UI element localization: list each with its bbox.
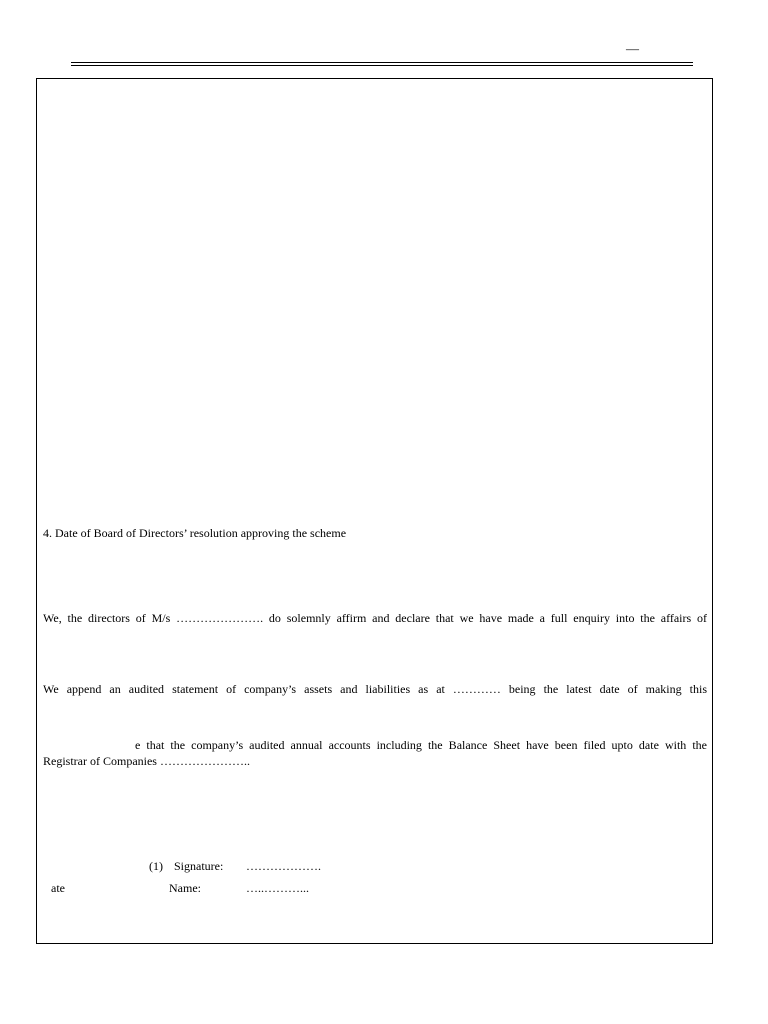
signature-label: Signature: bbox=[174, 859, 224, 873]
signature-field: ………………. bbox=[246, 859, 321, 873]
form-border bbox=[36, 78, 713, 944]
accounts-filed-line: e that the company’s audited annual accounts including the Balance Sheet have been filed upto date with the bbox=[135, 738, 707, 752]
date-label: ate bbox=[51, 881, 65, 895]
name-label: Name: bbox=[169, 881, 201, 895]
signatory-number: (1) bbox=[149, 859, 163, 873]
item-4-board-resolution-date: 4. Date of Board of Directors’ resolution approving the scheme bbox=[43, 526, 347, 540]
header-dash: — bbox=[626, 41, 639, 56]
registrar-line: Registrar of Companies ………………….. bbox=[43, 754, 250, 768]
name-field: …..………... bbox=[246, 881, 309, 895]
audited-statement-line: We append an audited statement of company’s assets and liabilities as at ………… being the latest date of making this bbox=[43, 682, 707, 696]
header-rule-bottom bbox=[71, 65, 693, 66]
declaration-line: We, the directors of M/s …………………. do solemnly affirm and declare that we have made a full enquiry into the affairs of bbox=[43, 611, 707, 625]
header-rule-top bbox=[71, 62, 693, 63]
